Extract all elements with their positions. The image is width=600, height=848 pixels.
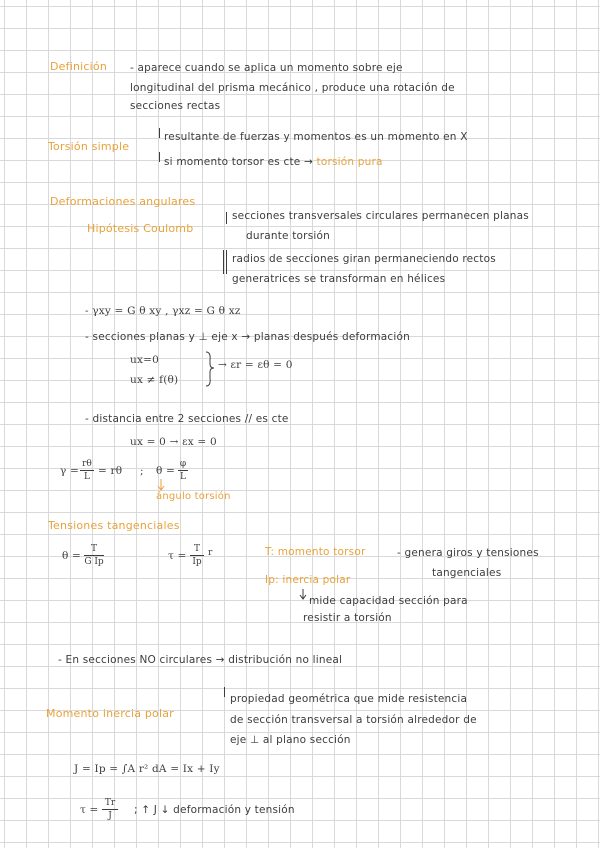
no-circulares-line: - En secciones NO circulares → distribución no lineal (58, 654, 343, 666)
distancia-line: - distancia entre 2 secciones // es cte (85, 413, 289, 425)
tens-theta-left: θ = (62, 550, 82, 562)
hipotesis-1-line-1: secciones transversales circulares permanecen planas (232, 210, 529, 222)
gamma-right: = rθ (98, 465, 123, 477)
momento-inercia-line-1: propiedad geométrica que mide resistencia (230, 693, 468, 705)
tens-theta-denominator: G Ip (84, 557, 104, 567)
hipotesis-2-line-2: generatrices se transforman en hélices (232, 273, 446, 285)
ip-desc-2: resistir a torsión (303, 612, 392, 624)
gamma-left: γ = (60, 465, 80, 477)
theta-left: θ = (156, 465, 176, 477)
hipotesis-heading: Hipótesis Coulomb (87, 222, 194, 235)
final-tau-fraction (102, 798, 118, 821)
gamma-denominator: L (84, 472, 90, 482)
ip-desc-1: mide capacidad sección para (309, 595, 468, 607)
tens-tau-r: r (208, 548, 213, 558)
t-label: T: momento torsor (265, 546, 366, 558)
gamma-numerator: rθ (82, 459, 92, 469)
definicion-line-3: secciones rectas (130, 100, 221, 112)
theta-denominator: L (180, 472, 186, 482)
planas-line: - secciones planas y ⊥ eje x → planas después deformación (85, 331, 410, 343)
final-tau-note: ; ↑ J ↓ deformación y tensión (134, 804, 295, 816)
tens-tau-denominator: Ip (192, 557, 202, 567)
momento-inercia-line-3: eje ⊥ al plano sección (230, 734, 351, 746)
final-tau-left: τ = (80, 804, 99, 816)
final-tau-numerator: Tr (104, 798, 116, 808)
tens-tau-left: τ = (168, 550, 187, 562)
final-tau-denominator: J (108, 811, 112, 821)
hipotesis-2-line-1: radios de secciones giran permaneciendo rectos (232, 253, 496, 265)
definicion-line-1: - aparece cuando se aplica un momento sobre eje (130, 62, 403, 74)
tens-tau-numerator: T (193, 544, 200, 554)
theta-numerator: φ (179, 459, 187, 469)
tensiones-heading: Tensiones tangenciales (48, 519, 180, 532)
momento-inercia-line-2: de sección transversal a torsión alrededor de (230, 714, 477, 726)
deformaciones-heading: Deformaciones angulares (50, 195, 196, 208)
definicion-heading: Definición (50, 60, 107, 73)
momento-inercia-heading: Momento inercia polar (46, 707, 174, 720)
torsion-pura-highlight: torsión pura (316, 156, 383, 168)
hipotesis-1-line-2: durante torsión (246, 230, 330, 242)
ip-label: Ip: inercia polar (265, 574, 351, 586)
ux-eps-line: ux = 0 → εx = 0 (130, 436, 217, 448)
torsion-simple-heading: Torsión simple (48, 140, 130, 153)
t-desc-2: tangenciales (432, 567, 502, 579)
torsion-simple-line-1: resultante de fuerzas y momentos es un momento en X (164, 131, 468, 143)
separator: ; (140, 465, 144, 477)
bracket-mark (224, 687, 225, 697)
u-line-1: ux=0 (130, 354, 159, 366)
torsion-simple-line-2: si momento torsor es cte → torsión pura (164, 156, 383, 168)
u-line-2: ux ≠ f(θ) (130, 374, 179, 386)
angulo-label: ángulo torsión (156, 491, 231, 502)
definicion-line-2: longitudinal del prisma mecánico , produce una rotación de (130, 82, 455, 94)
eps-result: → εr = εθ = 0 (218, 359, 293, 371)
inercia-formula: J = Ip = ∫A r² dA = Ix + Iy (74, 763, 220, 775)
t-desc-1: - genera giros y tensiones (397, 547, 539, 559)
tens-theta-numerator: T (90, 544, 97, 554)
strain-formula: - γxy = G θ xy , γxz = G θ xz (85, 305, 241, 317)
